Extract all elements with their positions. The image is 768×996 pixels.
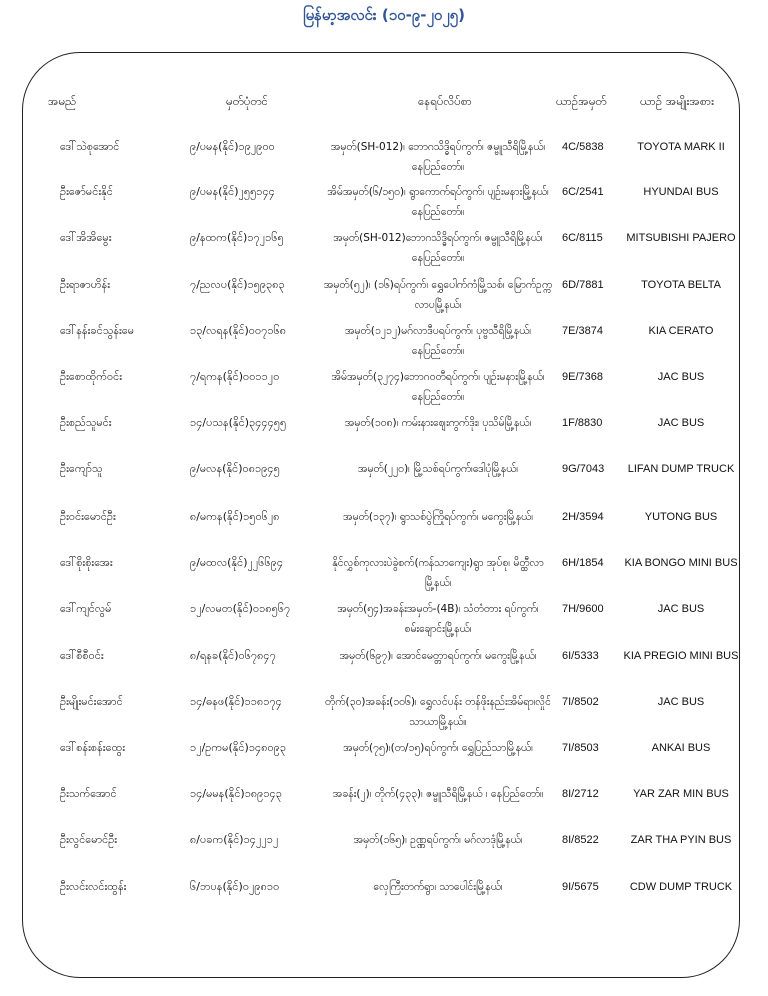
row-name: ဒေါ်နန်းခင်သွန်းမေ	[60, 324, 135, 337]
row-address: နိုင်လွှစ်ကုလားပဲခွဲစက်(ကန်သာကျေး)ရွာ အုပ်စု၊ မိတ္ထီလာမြို့နယ်၊	[332, 557, 544, 589]
row-name: ဦးဝင်းမောင်ဦး	[60, 510, 116, 523]
row-vehicle-type: LIFAN DUMP TRUCK	[627, 463, 735, 475]
row-id-card: ၉/မလန(နိုင်)၀၈၁၉၄၅	[190, 462, 280, 475]
row-name: ဒေါ်အိအိမွေး	[60, 231, 112, 244]
row-vehicle-type: KIA PREGIO MINI BUS	[623, 650, 739, 662]
row-id-card: ၁၄/မမန(နိုင်)၁၈၉၁၄၃	[190, 787, 282, 800]
row-id-card: ၈/ပခက(နိုင်)၁၄၂၂၁၂	[190, 833, 279, 846]
row-plate-number: 7I/8503	[562, 742, 599, 754]
row-vehicle-type: CDW DUMP TRUCK	[629, 881, 733, 893]
table-row	[0, 738, 768, 782]
row-vehicle-type: ZAR THA PYIN BUS	[630, 834, 732, 846]
row-id-card: ၆/ဘပန(နိုင်)၀၂၉၈၁၀	[190, 880, 280, 893]
row-plate-number: 2H/3594	[562, 511, 604, 523]
row-name: ဦးကျော်သူ	[60, 462, 103, 475]
table-row	[0, 228, 768, 272]
row-address: အိမ်အမှတ်(၃၂၇၄)ဘောဂဝတီရပ်ကွက်၊ ပျဉ်းမနားမြို့နယ်၊နေပြည်တော်။	[331, 371, 545, 403]
row-address: အမှတ်(SH-012)ဘောဂသိဒ္ဓိရပ်ကွက်၊ ဇမ္ဗူသီရိမြို့နယ်၊နေပြည်တော်။	[333, 232, 543, 264]
row-id-card: ၁၂/ဥကမ(နိုင်)၁၄၈၀၉၃	[190, 741, 287, 754]
table-row	[0, 646, 768, 690]
row-id-card: ၁၄/ပသန(နိုင်)၃၄၄၄၅၅	[190, 416, 287, 429]
row-name: ဦးလင်းလင်းထွန်း	[60, 880, 127, 893]
row-vehicle-type: MITSUBISHI PAJERO	[626, 232, 736, 244]
row-address: အမှတ်(၁၃၇)၊ ရွာသစ်ပွဲကြိုရပ်ကွက်၊ မကွေးမြို့နယ်၊	[342, 511, 534, 523]
table-row	[0, 507, 768, 551]
row-plate-number: 7I/8502	[562, 696, 599, 708]
table-row	[0, 275, 768, 319]
row-plate-number: 6H/1854	[562, 557, 604, 569]
row-id-card: ၁၄/ဓနဖ(နိုင်)၁၁၈၁၇၄	[190, 695, 282, 708]
row-name: ဒေါ်စန်းစန်းထွေး	[60, 741, 125, 754]
row-address: အမှတ်(၇၅)၊(တ/၁၅)ရပ်ကွက်၊ ရွှေပြည်သာမြို့နယ်၊	[343, 742, 533, 754]
row-id-card: ၈/မကန(နိုင်)၁၅၀၆၂၈	[190, 510, 280, 523]
header-address: နေရပ်လိပ်စာ	[418, 94, 472, 108]
row-name: ဒေါ်သဲစုအောင်	[60, 140, 120, 153]
row-plate-number: 6C/8115	[562, 232, 603, 244]
row-id-card: ၉/နထက(နိုင်)၁၇၂၁၆၅	[190, 231, 284, 244]
row-address: အမှတ်(SH-012)၊ ဘောဂသိဒ္ဓိရပ်ကွက်၊ ဇမ္ဗူသီရိမြို့နယ်၊နေပြည်တော်။	[330, 141, 546, 173]
row-name: ဒေါ်စိုးစိုးအေး	[60, 556, 113, 569]
row-name: ဦးစည်သူမင်း	[60, 416, 112, 429]
row-name: ဦးဇော်မင်းနိုင်	[60, 185, 113, 198]
row-id-card: ၁၂/လမတ(နိုင်)၀၁၈၅၆၇	[190, 602, 291, 615]
row-plate-number: 8I/2712	[562, 788, 599, 800]
row-id-card: ၇/ရကန(နိုင်)၀၀၁၁၂၀	[190, 370, 280, 383]
row-plate-number: 7E/3874	[562, 325, 603, 337]
page-title: မြန်မာ့အလင်း (၁၀-၉-၂၀၂၅)	[303, 6, 465, 24]
row-name: ဦးလွင်မောင်ဦး	[60, 833, 118, 846]
row-address: အမှတ်(၆၉၇)၊ အောင်မေတ္တာရပ်ကွက်၊ မကွေးမြို့နယ်၊	[339, 650, 537, 662]
row-address: အမှတ်(၁၂၁၂)မဂ်လာဒီပရပ်ကွက်၊ ပုဗ္ဗသီရိမြို့နယ်၊နေပြည်တော်။	[344, 325, 532, 357]
row-address: အခန်း(၂)၊ တိုက်(၄၃၃)၊ ဇမ္ဗူသီရိမြို့နယ် ၊ နေပြည်တော်။	[332, 788, 544, 800]
header-id-card: မှတ်ပုံတင်	[226, 94, 268, 108]
table-row	[0, 321, 768, 365]
row-plate-number: 7H/9600	[562, 603, 604, 615]
table-row	[0, 137, 768, 181]
row-name: ဦးစောထိုက်ဝင်း	[60, 370, 123, 383]
row-plate-number: 1F/8830	[562, 417, 603, 429]
row-address: အမှတ်(၂၂၀)၊ မြို့သစ်ရပ်ကွက်၊ဒေါပုံမြို့နယ်၊	[357, 463, 519, 475]
row-vehicle-type: YAR ZAR MIN BUS	[633, 788, 729, 800]
row-plate-number: 6C/2541	[562, 186, 604, 198]
row-name: ဒေါ်စီစီဝင်း	[60, 649, 104, 662]
row-name: ဦးမျိုးမင်းအောင်	[60, 695, 123, 708]
row-plate-number: 4C/5838	[562, 141, 604, 153]
table-row	[0, 599, 768, 643]
table-row	[0, 413, 768, 457]
row-address: အမှတ်(၅၄)အခန်းအမှတ်-(4B)၊ သံတံတား ရပ်ကွက်၊ စမ်းချောင်းမြို့နယ်၊	[337, 603, 539, 635]
table-row	[0, 830, 768, 874]
header-name: အမည်	[48, 94, 77, 108]
table-row	[0, 877, 768, 921]
row-vehicle-type: HYUNDAI BUS	[643, 186, 719, 198]
row-vehicle-type: KIA CERATO	[648, 325, 714, 337]
row-address: အမှတ်(၁၀၈)၊ ကမ်းနားဈေးကွက်ဒိုး၊ ပုသိမ်မြို့နယ်၊	[344, 417, 532, 429]
row-vehicle-type: TOYOTA MARK II	[637, 141, 725, 153]
row-vehicle-type: TOYOTA BELTA	[641, 279, 721, 291]
row-address: တိုက်(၃၀)အခန်း(၁၀၆)၊ ရွှေလင်ပန်း တန်ဖိုးနည်းအိမ်ရာ၊လှိုင်သာယာမြို့နယ်။	[325, 696, 551, 728]
header-plate-number: ယာဉ်အမှတ်	[556, 94, 607, 108]
header-vehicle-type: ယာဉ် အမျိုးအစား	[639, 94, 715, 108]
row-vehicle-type: JAC BUS	[657, 417, 705, 429]
row-vehicle-type: JAC BUS	[657, 603, 705, 615]
row-address: လှေကြီးတက်ရွာ၊ သာပေါင်းမြို့နယ်၊	[373, 881, 503, 893]
row-vehicle-type: JAC BUS	[657, 696, 705, 708]
row-address: အိမ်အမှတ်(၆/၁၅၀)၊ ရွာကောက်ရပ်ကွက်၊ ပျဉ်းမနားမြို့နယ်၊နေပြည်တော်။	[327, 186, 549, 218]
row-plate-number: 6D/7881	[562, 279, 604, 291]
row-name: ဦးသက်အောင်	[60, 787, 117, 800]
row-address: အမှတ်(၁၆၅)၊ ဥဏ္ဏရပ်ကွက်၊ မဂ်လာဒုံမြို့နယ်၊	[353, 834, 523, 846]
row-name: ဒေါ်ကျင်လွမ်	[60, 602, 112, 615]
row-id-card: ၈/ရနခ(နိုင်)၀၆၇၈၄၇	[190, 649, 276, 662]
row-plate-number: 8I/8522	[562, 834, 599, 846]
row-plate-number: 9G/7043	[562, 463, 605, 475]
row-address: အမှတ်(၅၂)၊ (၁၆)ရပ်ကွက်၊ ရွှေပေါက်ကံမြို့သစ်၊ မြောက်ဥက္ကလာပမြို့နယ်၊	[323, 279, 553, 311]
row-vehicle-type: JAC BUS	[657, 371, 705, 383]
row-id-card: ၁၃/လရန(နိုင်)၀၀၇၁၆၈	[190, 324, 286, 337]
table-row	[0, 692, 768, 736]
row-name: ဦးရာဇာဟိန်း	[60, 278, 111, 291]
row-id-card: ၉/မထလ(နိုင်)၂၂၆၆၉၄	[190, 556, 284, 569]
table-row	[0, 459, 768, 503]
row-id-card: ၉/ပမန(နိုင်)၁၉၂၉၀၀	[190, 140, 275, 153]
row-id-card: ၉/ပမန(နိုင်)၂၅၅၁၄၄	[190, 185, 275, 198]
row-vehicle-type: YUTONG BUS	[644, 511, 718, 523]
row-plate-number: 9I/5675	[562, 881, 599, 893]
table-row	[0, 367, 768, 411]
table-row	[0, 553, 768, 597]
table-row	[0, 182, 768, 226]
row-id-card: ၇/ညလပ(နိုင်)၁၅၉၃၈၃	[190, 278, 285, 291]
row-vehicle-type: ANKAI BUS	[651, 742, 711, 754]
row-plate-number: 9E/7368	[562, 371, 603, 383]
row-vehicle-type: KIA BONGO MINI BUS	[624, 557, 738, 569]
row-plate-number: 6I/5333	[562, 650, 599, 662]
table-row	[0, 784, 768, 828]
